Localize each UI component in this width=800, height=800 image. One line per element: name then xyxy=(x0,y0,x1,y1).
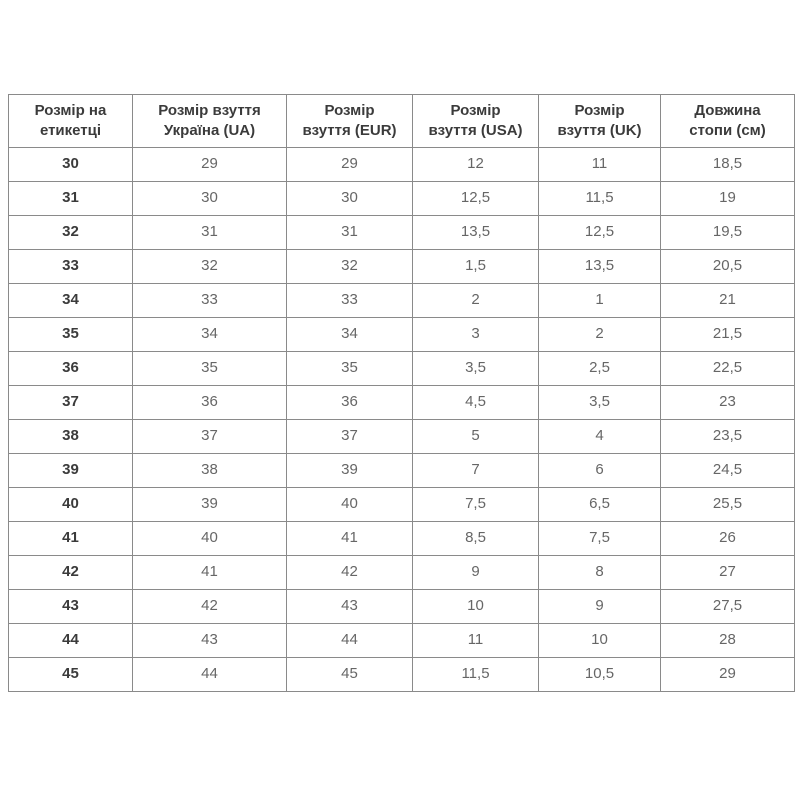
data-cell-usa-size: 12 xyxy=(413,148,539,182)
data-cell-foot-length: 27,5 xyxy=(661,590,795,624)
header-line: взуття (UK) xyxy=(557,122,642,139)
header-line: взуття (EUR) xyxy=(302,122,397,139)
data-cell-eur-size: 40 xyxy=(287,488,413,522)
data-cell-usa-size: 12,5 xyxy=(413,182,539,216)
row-label-cell: 43 xyxy=(9,590,133,624)
shoe-size-conversion-table xyxy=(8,94,795,692)
header-line: етикетці xyxy=(39,122,102,139)
header-row xyxy=(9,95,795,148)
row-label-cell: 45 xyxy=(9,658,133,692)
data-cell-ua-size: 35 xyxy=(133,352,287,386)
row-label-cell: 36 xyxy=(9,352,133,386)
table-row xyxy=(9,556,795,590)
data-cell-ua-size: 33 xyxy=(133,284,287,318)
header-line: Розмір xyxy=(450,101,501,119)
data-cell-uk-size: 6,5 xyxy=(539,488,661,522)
data-cell-eur-size: 31 xyxy=(287,216,413,250)
data-cell-ua-size: 32 xyxy=(133,250,287,284)
row-label-cell: 41 xyxy=(9,522,133,556)
data-cell-eur-size: 41 xyxy=(287,522,413,556)
data-cell-uk-size: 6 xyxy=(539,454,661,488)
header-line: Розмір на xyxy=(34,101,107,119)
table-row xyxy=(9,182,795,216)
table-row xyxy=(9,386,795,420)
data-cell-eur-size: 30 xyxy=(287,182,413,216)
data-cell-eur-size: 37 xyxy=(287,420,413,454)
row-label-cell: 42 xyxy=(9,556,133,590)
data-cell-uk-size: 9 xyxy=(539,590,661,624)
column-header-usa-size xyxy=(413,95,539,148)
data-cell-eur-size: 33 xyxy=(287,284,413,318)
data-cell-foot-length: 24,5 xyxy=(661,454,795,488)
data-cell-uk-size: 10 xyxy=(539,624,661,658)
data-cell-usa-size: 1,5 xyxy=(413,250,539,284)
data-cell-uk-size: 10,5 xyxy=(539,658,661,692)
header-line: Розмір xyxy=(324,101,375,119)
data-cell-foot-length: 21 xyxy=(661,284,795,318)
header-line: Розмір xyxy=(574,101,625,119)
data-cell-usa-size: 3,5 xyxy=(413,352,539,386)
data-cell-usa-size: 5 xyxy=(413,420,539,454)
data-cell-usa-size: 13,5 xyxy=(413,216,539,250)
data-cell-ua-size: 34 xyxy=(133,318,287,352)
table-row xyxy=(9,624,795,658)
data-cell-foot-length: 27 xyxy=(661,556,795,590)
data-cell-ua-size: 37 xyxy=(133,420,287,454)
data-cell-uk-size: 2 xyxy=(539,318,661,352)
row-label-cell: 35 xyxy=(9,318,133,352)
data-cell-eur-size: 35 xyxy=(287,352,413,386)
table-row xyxy=(9,250,795,284)
data-cell-usa-size: 4,5 xyxy=(413,386,539,420)
data-cell-ua-size: 40 xyxy=(133,522,287,556)
data-cell-ua-size: 30 xyxy=(133,182,287,216)
data-cell-uk-size: 2,5 xyxy=(539,352,661,386)
data-cell-uk-size: 11 xyxy=(539,148,661,182)
data-cell-ua-size: 36 xyxy=(133,386,287,420)
data-cell-eur-size: 45 xyxy=(287,658,413,692)
row-label-cell: 32 xyxy=(9,216,133,250)
column-header-ua-size xyxy=(133,95,287,148)
data-cell-uk-size: 8 xyxy=(539,556,661,590)
data-cell-usa-size: 11 xyxy=(413,624,539,658)
data-cell-eur-size: 32 xyxy=(287,250,413,284)
data-cell-foot-length: 23 xyxy=(661,386,795,420)
data-cell-eur-size: 44 xyxy=(287,624,413,658)
table-row xyxy=(9,318,795,352)
data-cell-uk-size: 1 xyxy=(539,284,661,318)
row-label-cell: 39 xyxy=(9,454,133,488)
data-cell-ua-size: 42 xyxy=(133,590,287,624)
data-cell-foot-length: 26 xyxy=(661,522,795,556)
data-cell-foot-length: 20,5 xyxy=(661,250,795,284)
data-cell-uk-size: 3,5 xyxy=(539,386,661,420)
data-cell-usa-size: 9 xyxy=(413,556,539,590)
data-cell-foot-length: 23,5 xyxy=(661,420,795,454)
data-cell-usa-size: 8,5 xyxy=(413,522,539,556)
row-label-cell: 34 xyxy=(9,284,133,318)
data-cell-usa-size: 10 xyxy=(413,590,539,624)
table-row xyxy=(9,284,795,318)
data-cell-uk-size: 11,5 xyxy=(539,182,661,216)
data-cell-ua-size: 43 xyxy=(133,624,287,658)
row-label-cell: 33 xyxy=(9,250,133,284)
data-cell-uk-size: 4 xyxy=(539,420,661,454)
table-row xyxy=(9,216,795,250)
data-cell-ua-size: 29 xyxy=(133,148,287,182)
data-cell-usa-size: 11,5 xyxy=(413,658,539,692)
row-label-cell: 44 xyxy=(9,624,133,658)
data-cell-ua-size: 44 xyxy=(133,658,287,692)
table-row xyxy=(9,352,795,386)
header-line: стопи (см) xyxy=(689,122,766,139)
data-cell-usa-size: 3 xyxy=(413,318,539,352)
data-cell-ua-size: 38 xyxy=(133,454,287,488)
data-cell-eur-size: 43 xyxy=(287,590,413,624)
header-line: Україна (UA) xyxy=(163,122,256,139)
data-cell-eur-size: 29 xyxy=(287,148,413,182)
data-cell-eur-size: 34 xyxy=(287,318,413,352)
row-label-cell: 38 xyxy=(9,420,133,454)
row-label-cell: 31 xyxy=(9,182,133,216)
data-cell-foot-length: 21,5 xyxy=(661,318,795,352)
data-cell-foot-length: 22,5 xyxy=(661,352,795,386)
data-cell-uk-size: 13,5 xyxy=(539,250,661,284)
data-cell-usa-size: 2 xyxy=(413,284,539,318)
data-cell-foot-length: 28 xyxy=(661,624,795,658)
table-row xyxy=(9,658,795,692)
data-cell-uk-size: 12,5 xyxy=(539,216,661,250)
table-row xyxy=(9,488,795,522)
table-row xyxy=(9,454,795,488)
header-line: Довжина xyxy=(694,101,761,119)
data-cell-foot-length: 25,5 xyxy=(661,488,795,522)
row-label-cell: 40 xyxy=(9,488,133,522)
data-cell-foot-length: 19,5 xyxy=(661,216,795,250)
table-row xyxy=(9,590,795,624)
data-cell-ua-size: 39 xyxy=(133,488,287,522)
header-line: взуття (USA) xyxy=(428,122,523,139)
data-cell-uk-size: 7,5 xyxy=(539,522,661,556)
table-row xyxy=(9,522,795,556)
data-cell-ua-size: 31 xyxy=(133,216,287,250)
data-cell-foot-length: 18,5 xyxy=(661,148,795,182)
column-header-eur-size xyxy=(287,95,413,148)
data-cell-usa-size: 7 xyxy=(413,454,539,488)
row-label-cell: 30 xyxy=(9,148,133,182)
data-cell-eur-size: 36 xyxy=(287,386,413,420)
header-line: Розмір взуття xyxy=(158,101,261,119)
table-body xyxy=(9,148,795,692)
column-header-label-size xyxy=(9,95,133,148)
data-cell-usa-size: 7,5 xyxy=(413,488,539,522)
row-label-cell: 37 xyxy=(9,386,133,420)
data-cell-foot-length: 29 xyxy=(661,658,795,692)
data-cell-ua-size: 41 xyxy=(133,556,287,590)
column-header-uk-size xyxy=(539,95,661,148)
table-row xyxy=(9,420,795,454)
table-row xyxy=(9,148,795,182)
column-header-foot-length xyxy=(661,95,795,148)
data-cell-eur-size: 39 xyxy=(287,454,413,488)
data-cell-eur-size: 42 xyxy=(287,556,413,590)
data-cell-foot-length: 19 xyxy=(661,182,795,216)
